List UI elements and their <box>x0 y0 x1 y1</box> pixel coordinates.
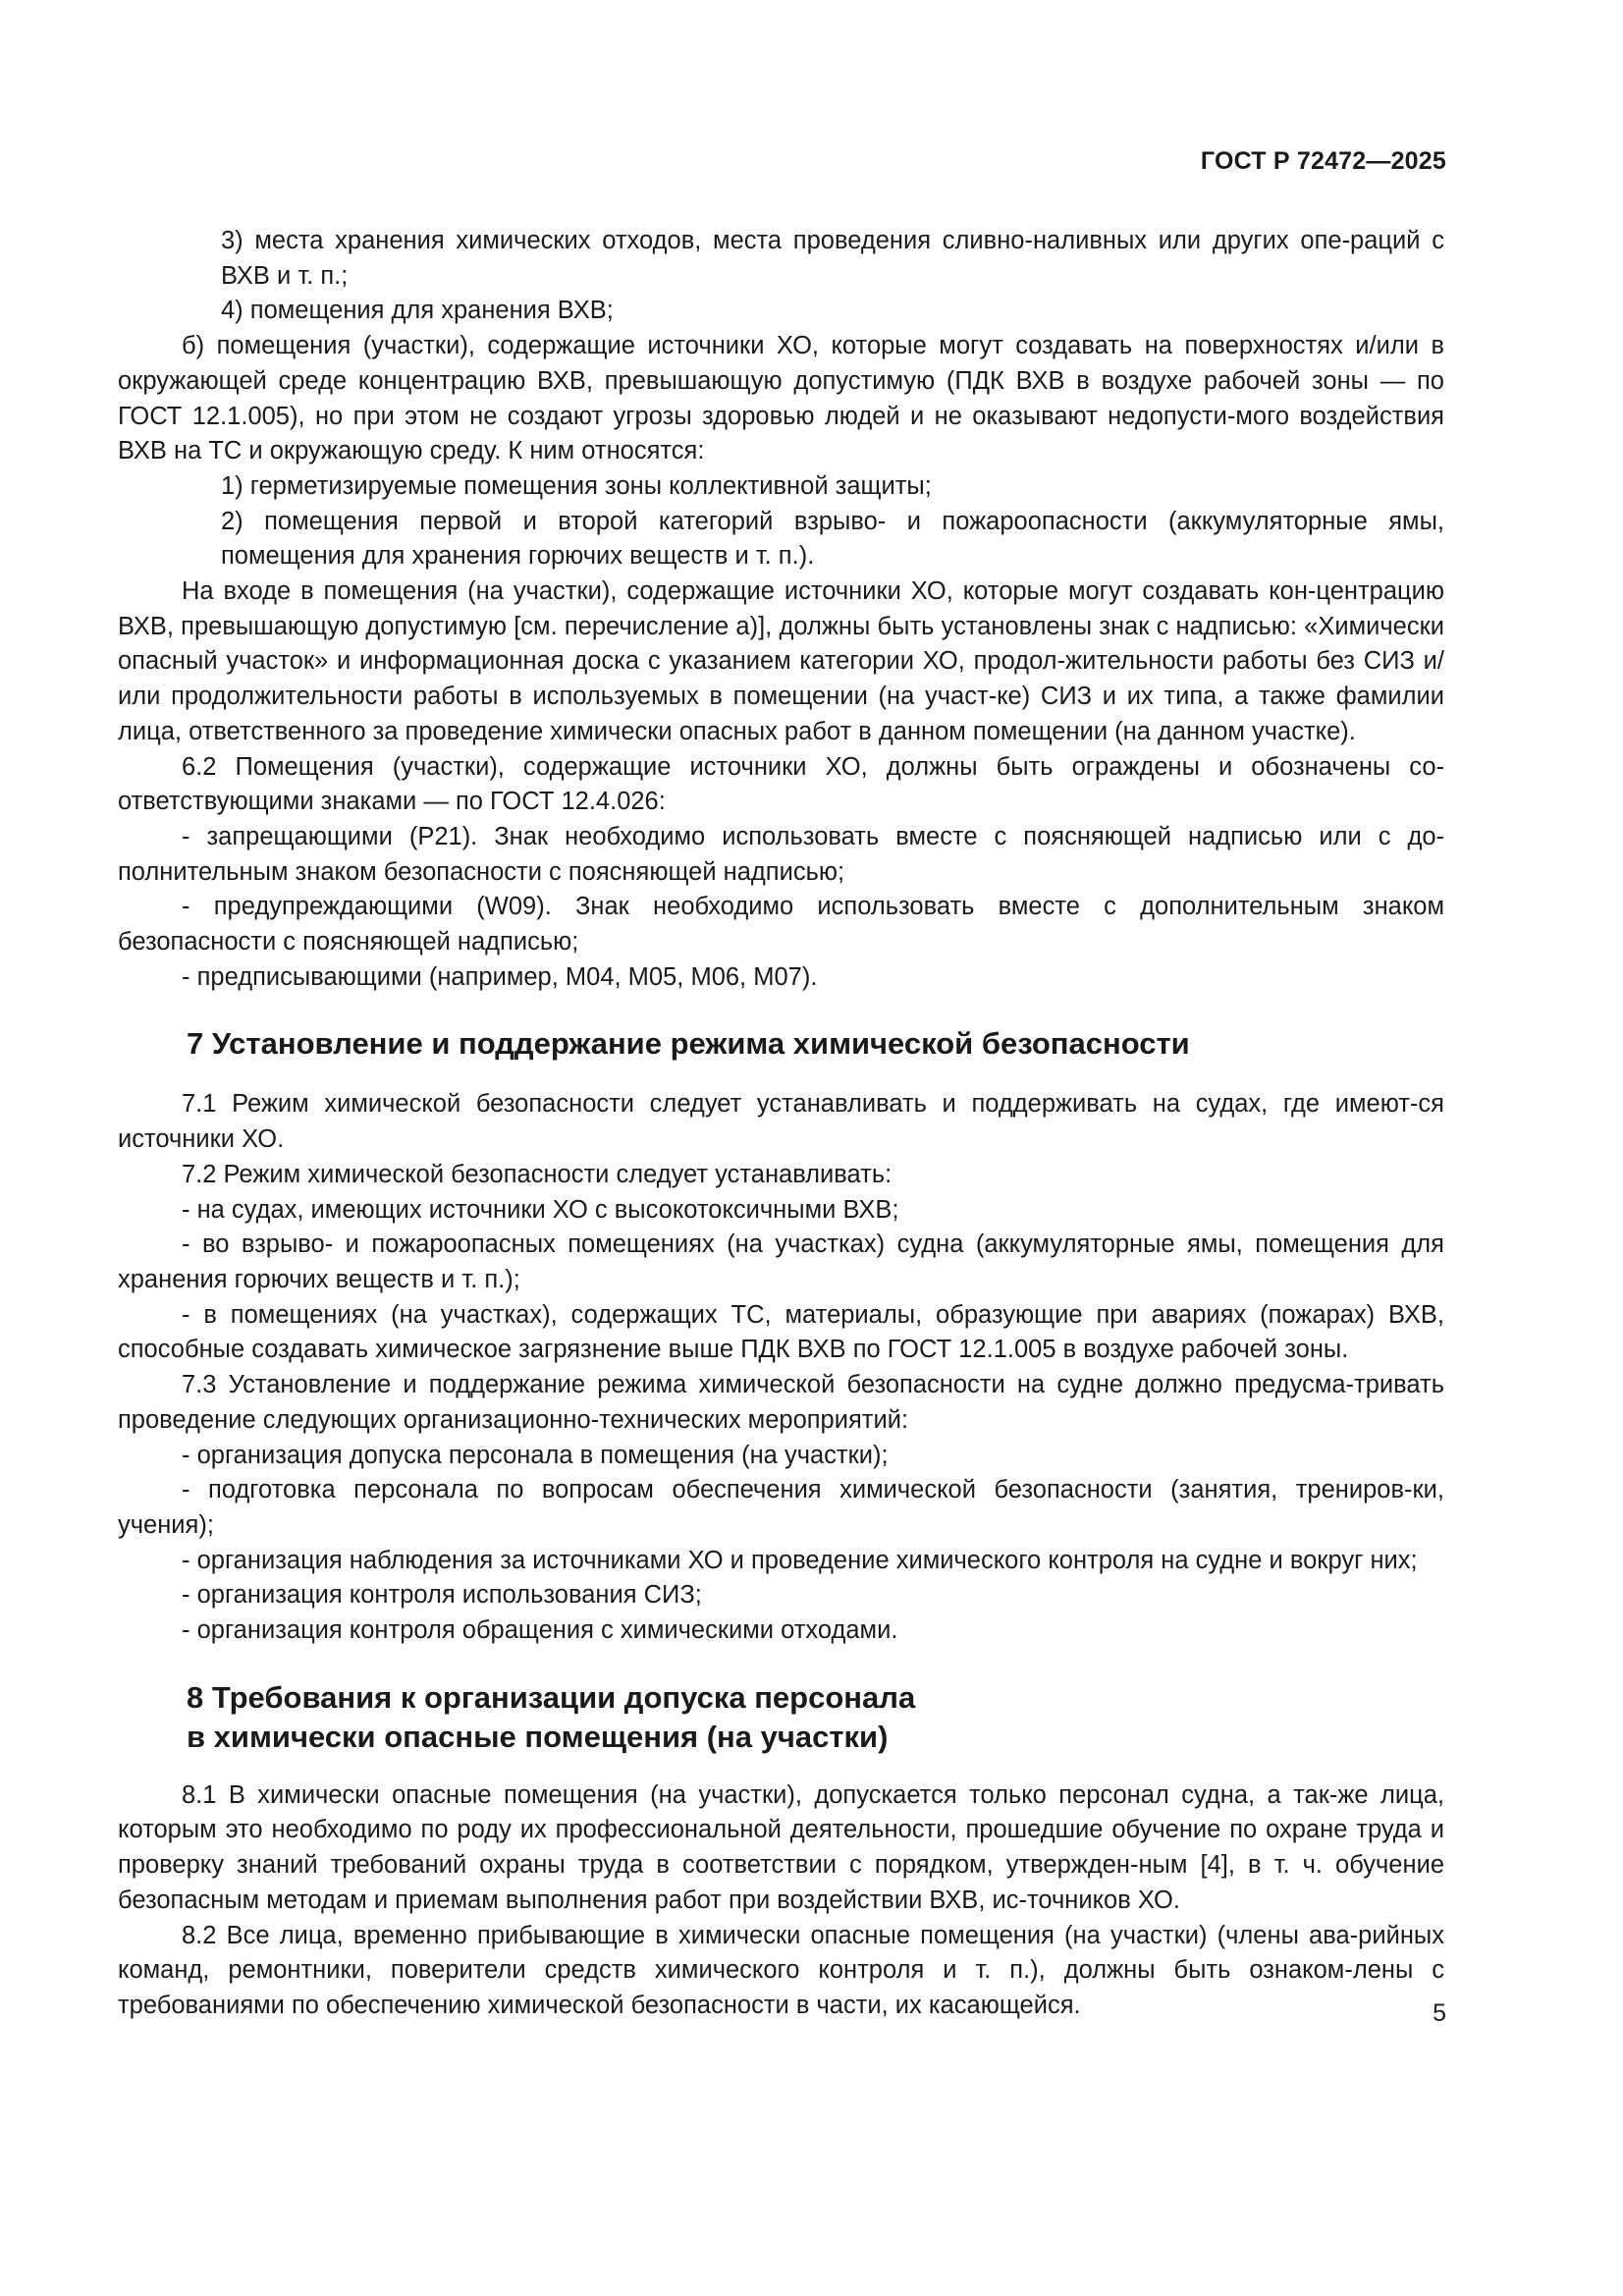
document-code-header: ГОСТ Р 72472—2025 <box>1200 147 1446 175</box>
list-item: - предписывающими (например, M04, M05, M06, M07). <box>182 962 818 991</box>
section-8-heading-line2: в химически опасные помещения (на участки) <box>187 1719 889 1754</box>
list-item: - на судах, имеющих источники ХО с высокотоксичными ВХВ; <box>182 1195 899 1224</box>
list-item: 3) места хранения химических отходов, места проведения сливно-наливных или других опе-раций с ВХВ и т. п.; <box>221 227 1444 290</box>
list-item: 1) герметизируемые помещения зоны коллективной защиты; <box>221 471 932 500</box>
paragraph: 8.2 Все лица, временно прибывающие в химически опасные помещения (на участки) (члены ава-рийных команд, ремонтники, поверители средств химического контроля и т. п.), должны быть ознаком-лены с требованиями по обеспечению химической безопасности в части, их касающейся. <box>118 1921 1444 2019</box>
list-item: - организация контроля использования СИЗ; <box>182 1581 702 1610</box>
list-item: 4) помещения для хранения ВХВ; <box>221 297 614 325</box>
list-item: - подготовка персонала по вопросам обеспечения химической безопасности (занятия, трениров-ки, учения); <box>118 1476 1444 1539</box>
list-item: - организация наблюдения за источниками ХО и проведение химического контроля на судне и вокруг них; <box>182 1546 1418 1574</box>
list-item: - в помещениях (на участках), содержащих ТС, материалы, образующие при авариях (пожарах) ВХВ, способные создавать химическое загрязнение выше ПДК ВХВ по ГОСТ 12.1.005 в воздухе рабочей зоны. <box>118 1300 1444 1364</box>
paragraph: 7.3 Установление и поддержание режима химической безопасности на судне должно предусма-тривать проведение следующих организационно-технических мероприятий: <box>118 1371 1444 1434</box>
paragraph: 7.1 Режим химической безопасности следует устанавливать и поддерживать на судах, где имеют-ся источники ХО. <box>118 1090 1444 1154</box>
paragraph: 8.1 В химически опасные помещения (на участки), допускается только персонал судна, а так-же лица, которым это необходимо по роду их профессиональной деятельности, прошедшие обучение по охране труда и проверку знаний требований охраны труда в соответствии с порядком, утвержден-ным [4], в т. ч. обучение безопасным методам и приемам выполнения работ при воздействии ВХВ, ис-точников ХО. <box>118 1780 1444 1914</box>
page-number: 5 <box>1433 1999 1446 2027</box>
list-item: - предупреждающими (W09). Знак необходимо использовать вместе с дополнительным знаком безопасности с поясняющей надписью; <box>118 893 1444 957</box>
list-item: б) помещения (участки), содержащие источники ХО, которые могут создавать на поверхностях и/или в окружающей среде концентрацию ВХВ, превышающую допустимую (ПДК ВХВ в воздухе рабочей зоны — по ГОСТ 12.1.005), но при этом не создают угрозы здоровью людей и не оказывают недопусти-мого воздействия ВХВ на ТС и окружающую среду. К ним относятся: <box>118 332 1444 465</box>
paragraph: 6.2 Помещения (участки), содержащие источники ХО, должны быть ограждены и обозначены со-ответствующими знаками — по ГОСТ 12.4.026: <box>118 752 1444 816</box>
list-item: - во взрыво- и пожароопасных помещениях (на участках) судна (аккумуляторные ямы, помещения для хранения горючих веществ и т. п.); <box>118 1230 1444 1293</box>
page-body <box>118 224 1444 2024</box>
list-item: 2) помещения первой и второй категорий взрыво- и пожароопасности (аккумуляторные ямы, помещения для хранения горючих веществ и т. п.). <box>221 507 1444 571</box>
list-item: - организация контроля обращения с химическими отходами. <box>182 1616 898 1645</box>
paragraph: 7.2 Режим химической безопасности следует устанавливать: <box>182 1160 893 1188</box>
list-item: - организация допуска персонала в помещения (на участки); <box>182 1441 889 1469</box>
list-item: - запрещающими (P21). Знак необходимо использовать вместе с поясняющей надписью или с до-полнительным знаком безопасности с поясняющей надписью; <box>118 822 1444 886</box>
paragraph: На входе в помещения (на участки), содержащие источники ХО, которые могут создавать кон-центрацию ВХВ, превышающую допустимую [см. перечисление а)], должны быть установлены знак с надписью: «Химически опасный участок» и информационная доска с указанием категории ХО, продол-жительности работы без СИЗ и/или продолжительности работы в используемых в помещении (на участ-ке) СИЗ и их типа, а также фамилии лица, ответственного за проведение химически опасных работ в данном помещении (на данном участке). <box>118 577 1444 745</box>
section-7-heading: 7 Установление и поддержание режима химической безопасности <box>187 1026 1190 1062</box>
section-8-heading <box>118 1678 1444 1757</box>
section-8-heading-line1: 8 Требования к организации допуска персонала <box>187 1679 916 1715</box>
